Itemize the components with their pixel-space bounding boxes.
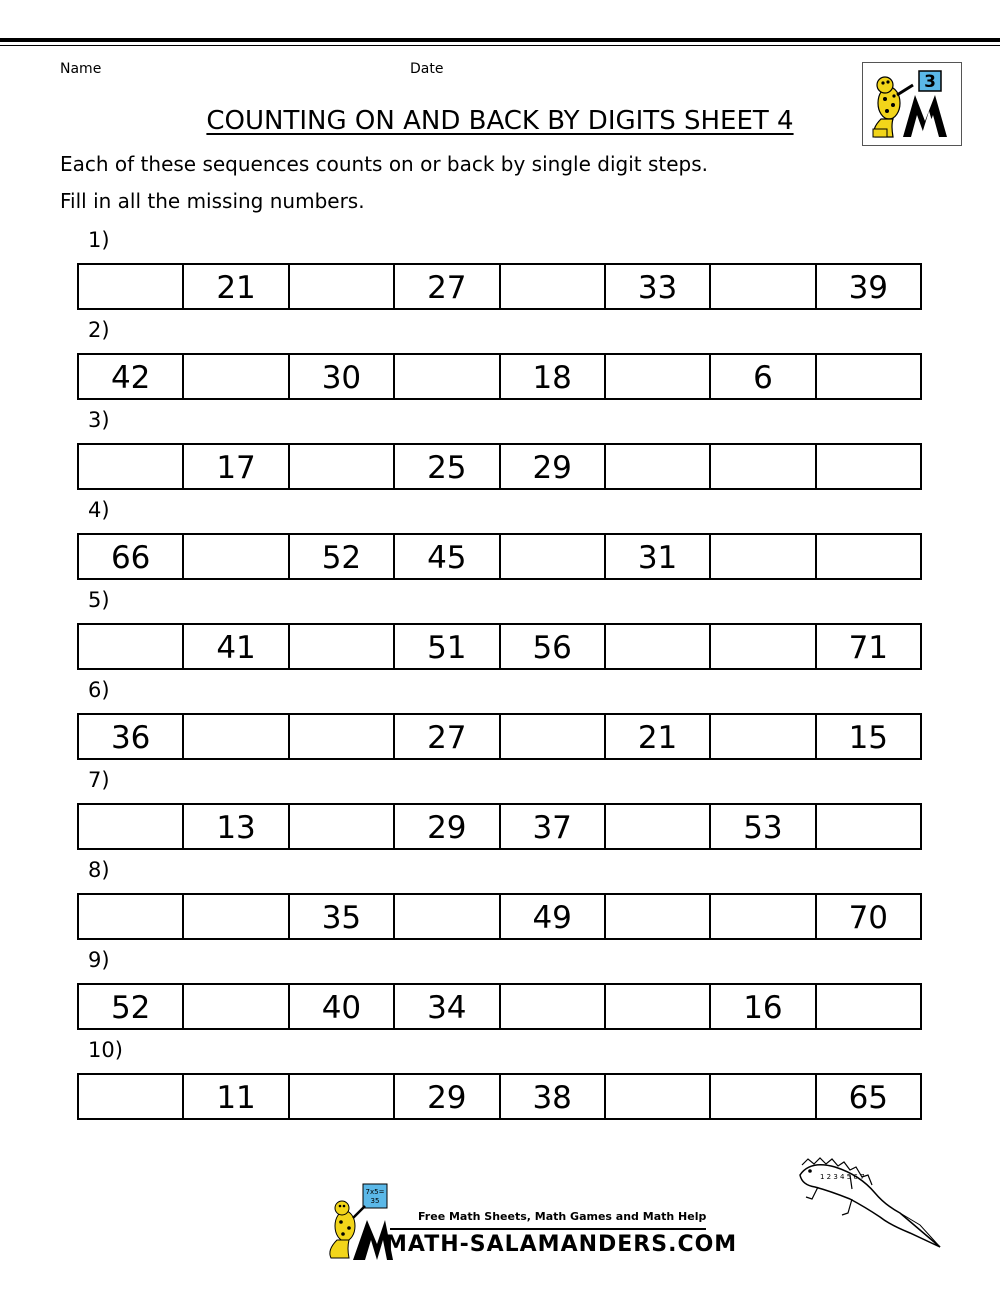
page-title: COUNTING ON AND BACK BY DIGITS SHEET 4 [206, 106, 794, 136]
blank-answer-cell[interactable] [606, 805, 711, 848]
sequence-row [77, 533, 922, 580]
given-number-cell: 51 [395, 625, 500, 668]
given-number-cell: 41 [184, 625, 289, 668]
question-number: 9) [88, 948, 110, 972]
blank-answer-cell[interactable] [395, 355, 500, 398]
date-label: Date [410, 61, 444, 77]
given-number-cell: 49 [501, 895, 606, 938]
question-number: 4) [88, 498, 110, 522]
blank-answer-cell[interactable] [606, 355, 711, 398]
blank-answer-cell[interactable] [501, 985, 606, 1028]
blank-answer-cell[interactable] [290, 625, 395, 668]
footer-divider [390, 1228, 706, 1230]
sequence-row [77, 1073, 922, 1120]
blank-answer-cell[interactable] [184, 895, 289, 938]
given-number-cell: 33 [606, 265, 711, 308]
blank-answer-cell[interactable] [290, 805, 395, 848]
given-number-cell: 37 [501, 805, 606, 848]
blank-answer-cell[interactable] [817, 985, 920, 1028]
blank-answer-cell[interactable] [184, 985, 289, 1028]
top-rule [0, 38, 1000, 42]
blank-answer-cell[interactable] [79, 265, 184, 308]
sequence-row [77, 713, 922, 760]
given-number-cell: 53 [711, 805, 816, 848]
blank-answer-cell[interactable] [606, 625, 711, 668]
top-rule-thin [0, 45, 1000, 46]
given-number-cell: 71 [848, 629, 889, 666]
given-number-cell: 34 [395, 985, 500, 1028]
blank-answer-cell[interactable] [184, 535, 289, 578]
question-number: 7) [88, 768, 110, 792]
given-number-cell: 29 [501, 445, 606, 488]
instruction-line-2: Fill in all the missing numbers. [60, 189, 365, 213]
question-number: 5) [88, 588, 110, 612]
given-number-cell: 42 [79, 355, 184, 398]
sequence-row [77, 263, 922, 310]
given-number-cell: 27 [395, 265, 500, 308]
question-number: 1) [88, 228, 110, 252]
question-number: 3) [88, 408, 110, 432]
blank-answer-cell[interactable] [817, 805, 920, 848]
given-number-cell: 35 [290, 895, 395, 938]
given-number-cell: 17 [184, 445, 289, 488]
blank-answer-cell[interactable] [606, 1075, 711, 1118]
blank-answer-cell[interactable] [606, 445, 711, 488]
blank-answer-cell[interactable] [817, 445, 920, 488]
svg-text:35: 35 [370, 1197, 380, 1205]
blank-answer-cell[interactable] [79, 625, 184, 668]
given-number-cell: 21 [606, 715, 711, 758]
sequence-row [77, 623, 922, 670]
instruction-line-1: Each of these sequences counts on or back by single digit steps. [60, 152, 708, 176]
given-number-cell: 56 [501, 625, 606, 668]
sequence-row [77, 893, 922, 940]
svg-text:7x5=: 7x5= [365, 1188, 385, 1196]
given-number-cell: 21 [184, 265, 289, 308]
given-number-cell: 39 [848, 269, 889, 306]
blank-answer-cell[interactable] [711, 625, 816, 668]
given-number-cell: 29 [395, 1075, 500, 1118]
question-number: 2) [88, 318, 110, 342]
given-number-cell: 25 [395, 445, 500, 488]
sequence-row [77, 443, 922, 490]
given-number-cell: 13 [184, 805, 289, 848]
footer-logo-icon [323, 1180, 393, 1270]
given-number-cell: 52 [79, 985, 184, 1028]
grade-badge-number: 3 [924, 72, 936, 92]
blank-answer-cell[interactable] [711, 715, 816, 758]
given-number-cell: 27 [395, 715, 500, 758]
blank-answer-cell[interactable] [817, 535, 920, 578]
question-number: 6) [88, 678, 110, 702]
blank-answer-cell[interactable] [79, 1075, 184, 1118]
given-number-cell: 11 [184, 1075, 289, 1118]
given-number-cell: 15 [848, 719, 889, 756]
blank-answer-cell[interactable] [501, 715, 606, 758]
blank-answer-cell[interactable] [79, 805, 184, 848]
blank-answer-cell[interactable] [290, 265, 395, 308]
given-number-cell: 65 [848, 1079, 889, 1116]
footer-tagline: Free Math Sheets, Math Games and Math Help [418, 1210, 707, 1223]
salamander-drawing-icon [790, 1155, 950, 1255]
sequence-row [77, 983, 922, 1030]
svg-text:1 2 3 4 5 6 7: 1 2 3 4 5 6 7 [820, 1173, 865, 1181]
given-number-cell: 18 [501, 355, 606, 398]
given-number-cell: 30 [290, 355, 395, 398]
blank-answer-cell[interactable] [290, 1075, 395, 1118]
blank-answer-cell[interactable] [290, 445, 395, 488]
blank-answer-cell[interactable] [184, 715, 289, 758]
blank-answer-cell[interactable] [711, 1075, 816, 1118]
blank-answer-cell[interactable] [606, 985, 711, 1028]
blank-answer-cell[interactable] [290, 715, 395, 758]
given-number-cell: 31 [606, 535, 711, 578]
blank-answer-cell[interactable] [711, 445, 816, 488]
blank-answer-cell[interactable] [395, 895, 500, 938]
given-number-cell: 45 [395, 535, 500, 578]
sequence-row [77, 353, 922, 400]
given-number-cell: 70 [848, 899, 889, 936]
given-number-cell: 66 [79, 535, 184, 578]
blank-answer-cell[interactable] [501, 265, 606, 308]
sequence-row [77, 803, 922, 850]
given-number-cell: 40 [290, 985, 395, 1028]
given-number-cell: 38 [501, 1075, 606, 1118]
blank-answer-cell[interactable] [501, 535, 606, 578]
blank-answer-cell[interactable] [817, 355, 920, 398]
question-number: 8) [88, 858, 110, 882]
given-number-cell: 36 [79, 715, 184, 758]
blank-answer-cell[interactable] [79, 895, 184, 938]
blank-answer-cell[interactable] [711, 535, 816, 578]
given-number-cell: 16 [711, 985, 816, 1028]
blank-answer-cell[interactable] [79, 445, 184, 488]
question-number: 10) [88, 1038, 123, 1062]
given-number-cell: 29 [395, 805, 500, 848]
blank-answer-cell[interactable] [606, 895, 711, 938]
blank-answer-cell[interactable] [711, 265, 816, 308]
given-number-cell: 52 [290, 535, 395, 578]
footer-brand: MATH-SALAMANDERS.COM [385, 1232, 738, 1257]
name-label: Name [60, 61, 102, 77]
blank-answer-cell[interactable] [711, 895, 816, 938]
given-number-cell: 6 [711, 355, 816, 398]
blank-answer-cell[interactable] [184, 355, 289, 398]
